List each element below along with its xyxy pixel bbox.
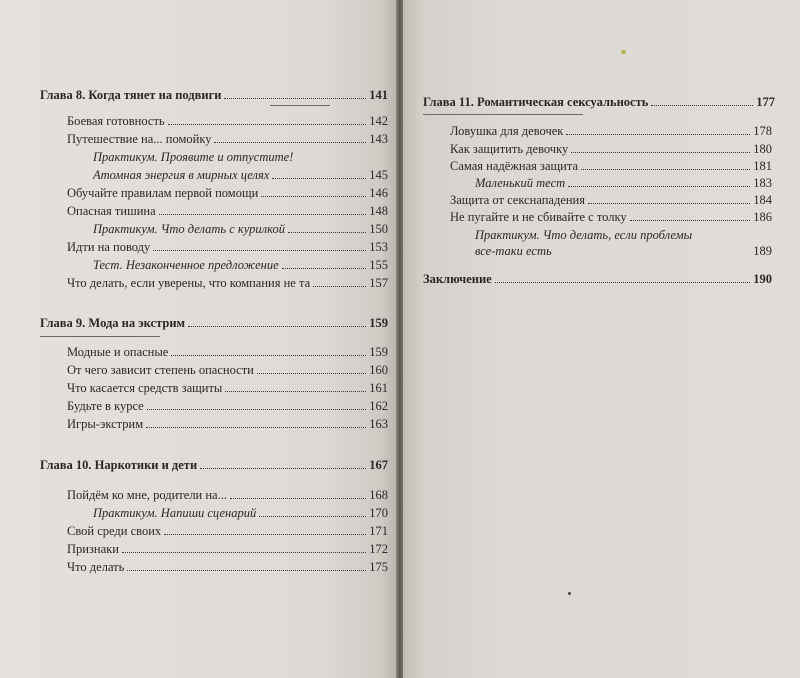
chapter-title: Заключение [423, 272, 492, 286]
dot-leader [200, 468, 366, 469]
toc-entry: Защита от секснападения 184 [450, 193, 772, 207]
underline-mark [40, 336, 160, 337]
underline-mark [270, 105, 330, 106]
toc-entry: Что делать 175 [67, 560, 388, 574]
toc-entry: Самая надёжная защита 181 [450, 159, 772, 173]
toc-entry-practicum-cont: все-таки есть 189 [475, 244, 772, 258]
toc-entry: Модные и опасные 159 [67, 345, 388, 359]
toc-chapter-9-heading [40, 316, 388, 331]
toc-entry-practicum: Практикум. Что делать с курилкой 150 [93, 222, 388, 236]
dot-leader [224, 98, 366, 99]
dot-leader [651, 105, 753, 106]
toc-entry: Путешествие на... помойку 143 [67, 132, 388, 146]
toc-entry-test: Маленький тест 183 [475, 176, 772, 190]
toc-entry-practicum: Практикум. Напиши сценарий 170 [93, 506, 388, 520]
page-number: 177 [756, 95, 775, 109]
page-number: 159 [369, 316, 388, 330]
toc-entry: Пойдём ко мне, родители на... 168 [67, 488, 388, 502]
dot-leader [188, 326, 366, 327]
toc-entry: Боевая готовность 142 [67, 114, 388, 128]
page-number: 190 [753, 272, 772, 286]
toc-entry-practicum: Практикум. Проявите и отпустите! [93, 150, 294, 164]
toc-entry: Что касается средств защиты 161 [67, 381, 388, 395]
page-number: 141 [369, 88, 388, 102]
chapter-title: Глава 9. Мода на экстрим [40, 316, 186, 330]
print-speck [621, 50, 626, 54]
toc-entry: Не пугайте и не сбивайте с толку 186 [450, 210, 772, 224]
toc-entry: От чего зависит степень опасности 160 [67, 363, 388, 377]
toc-chapter-10-heading [40, 458, 388, 473]
underline-mark [423, 114, 583, 115]
chapter-title: Глава 10. Наркотики и дети [40, 458, 198, 472]
toc-entry: Обучайте правилам первой помощи 146 [67, 186, 388, 200]
toc-entry: Будьте в курсе 162 [67, 399, 388, 413]
toc-chapter-8-heading [40, 88, 388, 103]
toc-entry: Идти на поводу 153 [67, 240, 388, 254]
toc-entry-test: Тест. Незаконченное предложение 155 [93, 258, 388, 272]
dot-leader [495, 282, 751, 283]
toc-entry: Атомная энергия в мирных целях 145 [93, 168, 388, 182]
toc-entry: Опасная тишина 148 [67, 204, 388, 218]
toc-entry-practicum: Практикум. Что делать, если проблемы [475, 228, 693, 242]
toc-entry: Как защитить девочку 180 [450, 142, 772, 156]
print-speck [568, 592, 571, 595]
chapter-title: Глава 11. Романтическая сексуальность [423, 95, 649, 109]
toc-conclusion-heading [423, 272, 772, 287]
page-number: 167 [369, 458, 388, 472]
toc-entry: Свой среди своих 171 [67, 524, 388, 538]
toc-entry: Что делать, если уверены, что компания не та 157 [67, 276, 388, 290]
toc-entry: Игры-экстрим 163 [67, 417, 388, 431]
toc-chapter-11-heading [423, 95, 775, 110]
toc-entry: Ловушка для девочек 178 [450, 124, 772, 138]
right-page [403, 0, 800, 678]
chapter-title: Глава 8. Когда тянет на подвиги [40, 88, 222, 102]
left-page [0, 0, 397, 678]
toc-entry: Признаки 172 [67, 542, 388, 556]
